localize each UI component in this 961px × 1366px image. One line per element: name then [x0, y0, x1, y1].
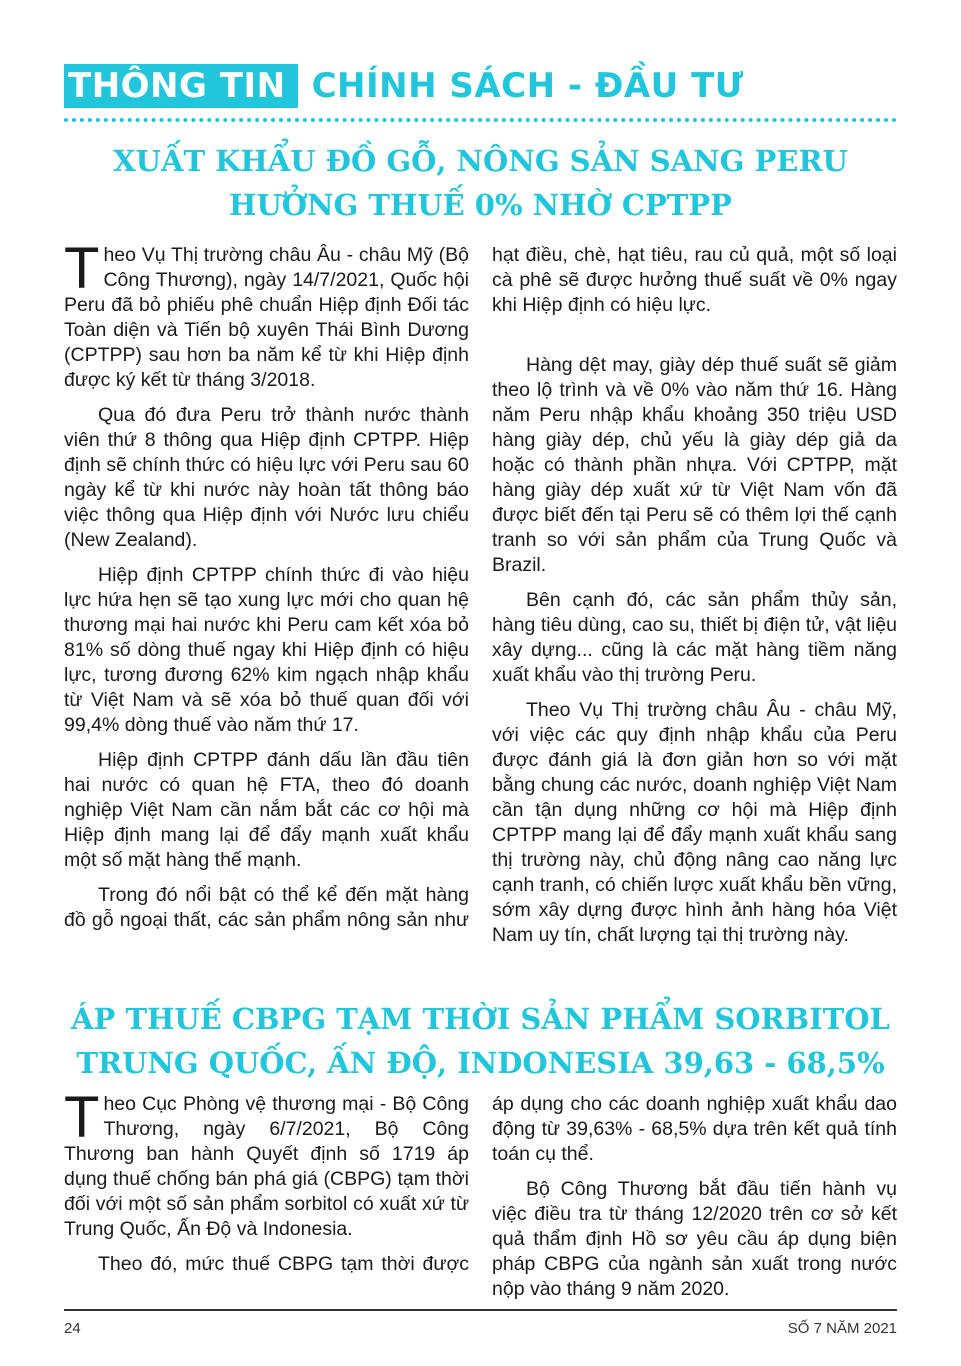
article2-p2-continuation: áp dụng cho các doanh nghiệp xuất khẩu dao động từ 39,63% - 68,5% dựa trên kết quả tính toán cụ thể.	[492, 1093, 897, 1165]
article1-paragraph: Hiệp định CPTPP chính thức đi vào hiệu lực hứa hẹn sẽ tạo xung lực mới cho quan hệ thương mại hai nước khi Peru cam kết xóa bỏ 81% số dòng thuế ngay khi Hiệp định có hiệu lực, tương đương 62% kim ngạch nhập khẩu từ Việt Nam và sẽ xóa bỏ thuế quan đối với 99,4% dòng thuế vào năm thứ 17.	[64, 564, 469, 736]
article1-p5-continuation: hạt điều, chè, hạt tiêu, rau củ quả, một số loại cà phê sẽ được hưởng thuế suất về 0% ngay khi Hiệp định có hiệu lực.	[492, 244, 897, 316]
article2-paragraph: Bộ Công Thương bắt đầu tiến hành vụ việc điều tra từ tháng 12/2020 trên cơ sở kết quả thẩm định Hồ sơ yêu cầu áp dụng biện pháp CBPG của ngành sản xuất trong nước nộp vào tháng 9 năm 2020.	[492, 1178, 897, 1300]
article2-title-line1: ÁP THUẾ CBPG TẠM THỜI SẢN PHẨM SORBITOL	[71, 1002, 890, 1036]
section-label-box: THÔNG TIN	[64, 64, 298, 108]
article1-paragraph: Bên cạnh đó, các sản phẩm thủy sản, hàng tiêu dùng, cao su, thiết bị điện tử, vật liệu xây dựng... cũng là các mặt hàng tiềm năng xuất khẩu vào thị trường Peru.	[492, 589, 897, 686]
article1-paragraph: Theo Vụ Thị trường châu Âu - châu Mỹ, với việc các quy định nhập khẩu của Peru được đánh giá là đơn giản hơn so với mặt bằng chung các nước, doanh nghiệp Việt Nam cần tận dụng những cơ hội mà Hiệp định CPTPP mang lại để đẩy mạnh xuất khẩu sang thị trường này, chủ động nâng cao năng lực cạnh tranh, có chiến lược xuất khẩu bền vững, sớm xây dựng được hình ảnh hàng hóa Việt Nam uy tín, chất lượng tại thị trường này.	[492, 699, 897, 946]
dotted-divider	[64, 118, 897, 122]
article2-paragraph: Theo Cục Phòng vệ thương mại - Bộ Công Thương, ngày 6/7/2021, Bộ Công Thương ban hành Quyết định số 1719 áp dụng thuế chống bán phá giá (CBPG) tạm thời đối với một số sản phẩm sorbitol có xuất xứ từ Trung Quốc, Ấn Độ và Indonesia.	[64, 1085, 469, 1240]
article1-column-left	[64, 236, 469, 933]
section-header	[64, 64, 744, 108]
article1-paragraph: Theo Vụ Thị trường châu Âu - châu Mỹ (Bộ Công Thương), ngày 14/7/2021, Quốc hội Peru đã bỏ phiếu phê chuẩn Hiệp định Đối tác Toàn diện và Tiến bộ xuyên Thái Bình Dương (CPTPP) sau hơn ba năm kể từ khi Hiệp định được ký kết từ tháng 3/2018.	[64, 236, 469, 391]
article1-title-line2: HƯỞNG THUẾ 0% NHỜ CPTPP	[229, 188, 732, 222]
article1-column-right	[492, 243, 897, 958]
footer-divider	[64, 1309, 897, 1311]
article2-paragraph: Theo đó, mức thuế CBPG tạm thời được	[98, 1253, 469, 1275]
article2-column-left	[64, 1085, 469, 1277]
article1-title-line1: XUẤT KHẨU ĐỒ GỖ, NÔNG SẢN SANG PERU	[113, 144, 848, 178]
issue-label: SỐ 7 NĂM 2021	[787, 1320, 897, 1337]
article1-title	[64, 139, 897, 227]
drop-cap: T	[64, 236, 100, 301]
article2-paragraph	[492, 1092, 897, 1167]
article2-column-right	[492, 1092, 897, 1312]
article1-paragraph: Hàng dệt may, giày dép thuế suất sẽ giảm theo lộ trình và về 0% vào năm thứ 16. Hàng năm Peru nhập khẩu khoảng 350 triệu USD hàng giày dép, chủ yếu là giày dép giả da hoặc có thành phần nhựa. Với CPTPP, mặt hàng giày dép xuất xứ từ Việt Nam vốn đã được biết đến tại Peru sẽ có thêm lợi thế cạnh tranh so với sản phẩm của Trung Quốc và Brazil.	[492, 354, 897, 576]
page-number: 24	[64, 1320, 81, 1337]
section-title: CHÍNH SÁCH - ĐẦU TƯ	[311, 66, 744, 106]
article1-paragraph: Trong đó nổi bật có thể kể đến mặt hàng đồ gỗ ngoại thất, các sản phẩm nông sản như	[64, 884, 469, 931]
drop-cap: T	[64, 1085, 100, 1150]
article1-paragraph: Qua đó đưa Peru trở thành nước thành viên thứ 8 thông qua Hiệp định CPTPP. Hiệp định sẽ chính thức có hiệu lực với Peru sau 60 ngày kể từ khi nước này hoàn tất thông báo việc thông qua Hiệp định với Nước lưu chiểu (New Zealand).	[64, 404, 469, 551]
article1-paragraph	[492, 243, 897, 343]
article2-title-line2: TRUNG QUỐC, ẤN ĐỘ, INDONESIA 39,63 - 68,5%	[76, 1046, 885, 1080]
article1-paragraph: Hiệp định CPTPP đánh dấu lần đầu tiên hai nước có quan hệ FTA, theo đó doanh nghiệp Việt Nam cần nắm bắt các cơ hội mà Hiệp định mang lại để đẩy mạnh xuất khẩu một số mặt hàng thế mạnh.	[64, 749, 469, 871]
article2-title	[64, 997, 897, 1085]
